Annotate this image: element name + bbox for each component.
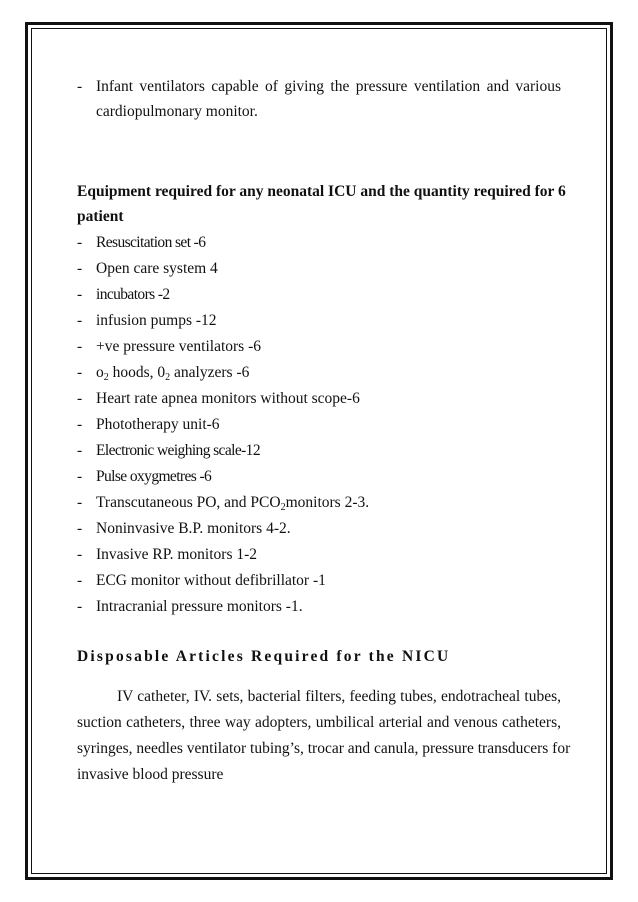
intro-line-1: Infant ventilators capable of giving the pressure ventilation and various — [96, 78, 561, 95]
equipment-item: incubators -2 — [96, 286, 170, 303]
bullet-dash: - — [77, 234, 83, 251]
equipment-heading-line-2: patient — [77, 208, 124, 225]
bullet-dash: - — [77, 364, 83, 381]
intro-line-2: cardiopulmonary monitor. — [96, 103, 258, 120]
equipment-item: Phototherapy unit-6 — [96, 416, 220, 433]
equipment-item-transcutaneous: Transcutaneous PO, and $PCO_2monitors$ 2-3. — [96, 494, 370, 513]
disposable-para-line-3: syringes, needles ventilator tubing’s, trocar and canula, pressure transducers for — [77, 740, 571, 757]
bullet-dash: - — [77, 78, 83, 95]
bullet-dash: - — [77, 520, 83, 537]
equipment-item: Heart rate apnea monitors without scope-6 — [96, 390, 360, 407]
bullet-dash: - — [77, 286, 83, 303]
equipment-item: Open care system 4 — [96, 260, 218, 277]
disposable-para-line-2: suction catheters, three way adopters, umbilical arterial and venous catheters, — [77, 714, 561, 731]
disposable-para-line-1: IV catheter, IV. sets, bacterial filters, feeding tubes, endotracheal tubes, — [117, 688, 561, 705]
bullet-dash: - — [77, 416, 83, 433]
equipment-item: Resuscitation set -6 — [96, 234, 206, 251]
bullet-dash: - — [77, 338, 83, 355]
equipment-item: Noninvasive B.P. monitors 4-2. — [96, 520, 291, 537]
equipment-item: infusion pumps -12 — [96, 312, 217, 329]
equipment-item: +ve pressure ventilators -6 — [96, 338, 261, 355]
bullet-dash: - — [77, 572, 83, 589]
bullet-dash: - — [77, 494, 83, 511]
equipment-item: ECG monitor without defibrillator -1 — [96, 572, 326, 589]
bullet-dash: - — [77, 442, 83, 459]
equipment-item-o2-hoods: $o_2$ hoods, $0_2$ analyzers -6 — [96, 364, 250, 383]
bullet-dash: - — [77, 598, 83, 615]
equipment-item: Pulse oxygmetres -6 — [96, 468, 212, 485]
equipment-item: Electronic weighing scale-12 — [96, 442, 260, 459]
disposable-para-line-4: invasive blood pressure — [77, 766, 224, 783]
bullet-dash: - — [77, 390, 83, 407]
disposable-section-title: Disposable Articles Required for the NICU — [77, 648, 451, 665]
bullet-dash: - — [77, 468, 83, 485]
bullet-dash: - — [77, 312, 83, 329]
equipment-item: Invasive RP. monitors 1-2 — [96, 546, 258, 563]
equipment-heading-line-1: Equipment required for any neonatal ICU and the quantity required for 6 — [77, 183, 566, 200]
equipment-item: Intracranial pressure monitors -1. — [96, 598, 303, 615]
bullet-dash: - — [77, 546, 83, 563]
bullet-dash: - — [77, 260, 83, 277]
